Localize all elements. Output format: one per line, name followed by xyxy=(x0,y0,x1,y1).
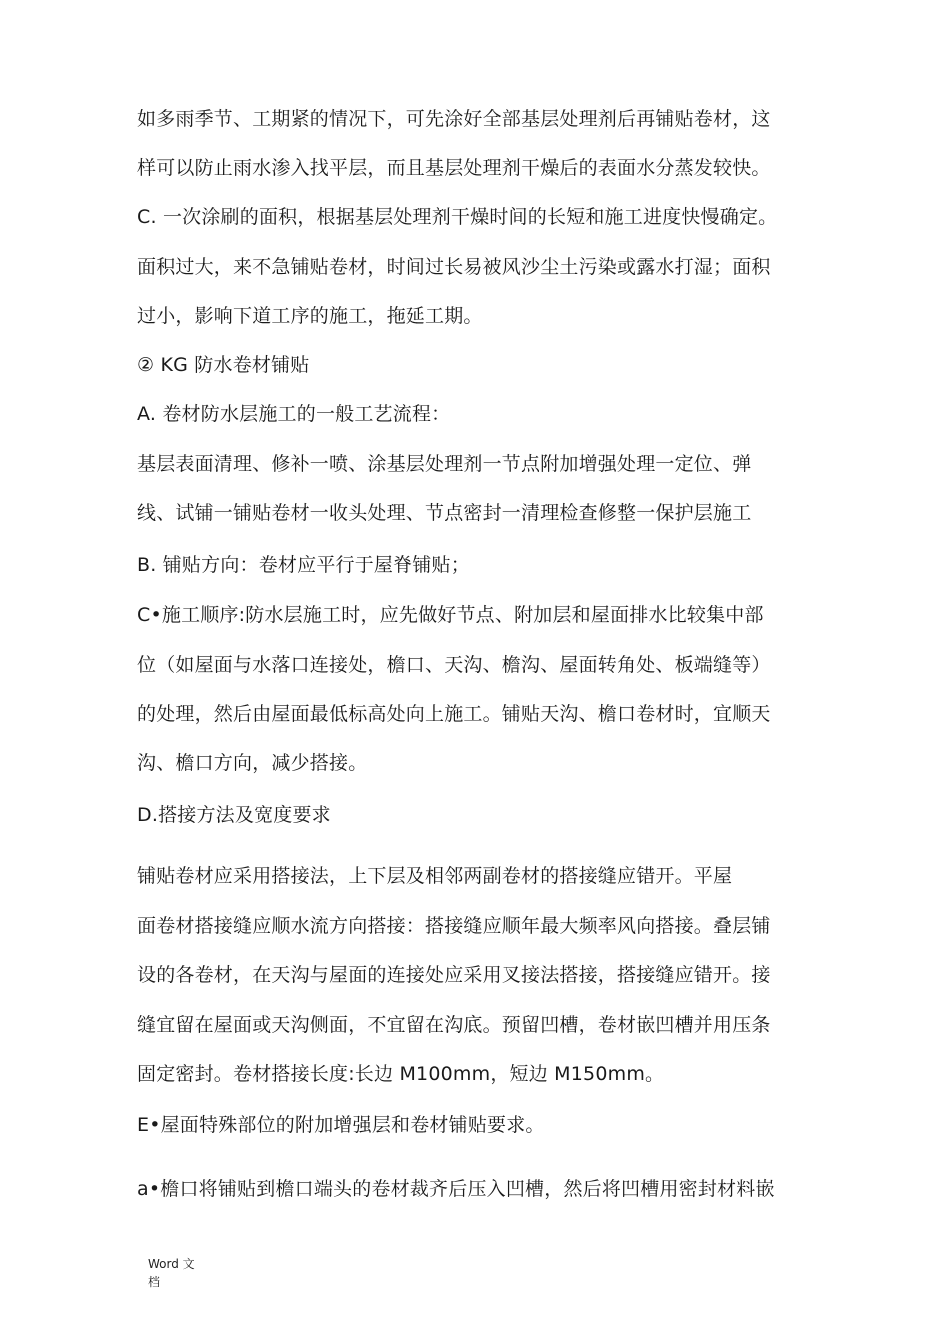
text-line: 铺贴卷材应采用搭接法，上下层及相邻两副卷材的搭接缝应错开。平屋 xyxy=(137,865,733,887)
footer-label: 档 xyxy=(148,1275,161,1289)
text-line: a•檐口将铺贴到檐口端头的卷材裁齐后压入凹槽，然后将凹槽用密封材料嵌 xyxy=(137,1178,775,1200)
text-line: C•施工顺序:防水层施工时，应先做好节点、附加层和屋面排水比较集中部 xyxy=(137,604,764,626)
text-line: 过小，影响下道工序的施工，拖延工期。 xyxy=(137,305,483,327)
text-line: 的处理，然后由屋面最低标高处向上施工。铺贴天沟、檐口卷材时，宜顺天 xyxy=(137,703,771,725)
text-line: 位（如屋面与水落口连接处，檐口、天沟、檐沟、屋面转角处、板端缝等） xyxy=(137,654,771,676)
text-line: 面卷材搭接缝应顺水流方向搭接：搭接缝应顺年最大频率风向搭接。叠层铺 xyxy=(137,915,771,937)
text-line: D.搭接方法及宽度要求 xyxy=(137,804,331,826)
text-line: 样可以防止雨水渗入找平层，而且基层处理剂干燥后的表面水分蒸发较快。 xyxy=(137,157,771,179)
footer-label: Word 文 xyxy=(148,1257,195,1271)
text-line: C. 一次涂刷的面积，根据基层处理剂干燥时间的长短和施工进度快慢确定。 xyxy=(137,206,778,228)
text-line: 基层表面清理、修补一喷、涂基层处理剂一节点附加增强处理一定位、弹 xyxy=(137,453,752,475)
text-line: 设的各卷材，在天沟与屋面的连接处应采用叉接法搭接，搭接缝应错开。接 xyxy=(137,964,771,986)
text-line: 缝宜留在屋面或天沟侧面，不宜留在沟底。预留凹槽，卷材嵌凹槽并用压条 xyxy=(137,1014,771,1036)
text-line: 固定密封。卷材搭接长度:长边 M100mm，短边 M150mm。 xyxy=(137,1063,665,1085)
text-line: 如多雨季节、工期紧的情况下，可先涂好全部基层处理剂后再铺贴卷材，这 xyxy=(137,108,771,130)
text-line: A. 卷材防水层施工的一般工艺流程： xyxy=(137,403,451,425)
text-line: 沟、檐口方向，减少搭接。 xyxy=(137,752,368,774)
text-line: B. 铺贴方向：卷材应平行于屋脊铺贴； xyxy=(137,554,470,576)
section-heading: ② KG 防水卷材铺贴 xyxy=(137,354,310,376)
text-line: E•屋面特殊部位的附加增强层和卷材铺贴要求。 xyxy=(137,1114,545,1136)
text-line: 面积过大，来不急铺贴卷材，时间过长易被风沙尘土污染或露水打湿；面积 xyxy=(137,256,771,278)
text-line: 线、试铺一铺贴卷材一收头处理、节点密封一清理检查修整一保护层施工 xyxy=(137,502,752,524)
